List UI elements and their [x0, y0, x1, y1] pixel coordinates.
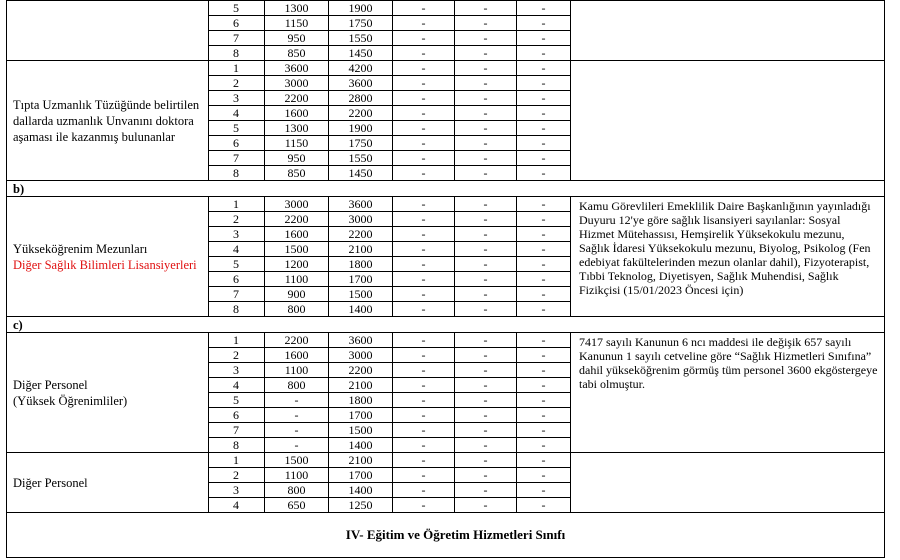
- dash-cell: -: [393, 76, 455, 91]
- dash-cell: -: [455, 378, 517, 393]
- value-cell: -: [265, 408, 329, 423]
- value-cell: 1200: [265, 257, 329, 272]
- dash-cell: -: [455, 91, 517, 106]
- dash-cell: -: [455, 31, 517, 46]
- dash-cell: -: [455, 1, 517, 16]
- value-cell: 1150: [265, 16, 329, 31]
- dash-cell: -: [393, 468, 455, 483]
- dash-cell: -: [393, 333, 455, 348]
- value-cell: 800: [265, 302, 329, 317]
- dash-cell: -: [393, 106, 455, 121]
- footer-row: [7, 513, 885, 558]
- dash-cell: -: [517, 348, 571, 363]
- dash-cell: -: [517, 46, 571, 61]
- dash-cell: -: [393, 121, 455, 136]
- dash-cell: -: [393, 46, 455, 61]
- value-cell: 2100: [329, 242, 393, 257]
- group-label-red-text: Diğer Sağlık Bilimleri Lisansiyerleri: [13, 257, 197, 272]
- table-row: [7, 333, 885, 348]
- degree-cell: 2: [209, 468, 265, 483]
- dash-cell: -: [393, 212, 455, 227]
- degree-cell: 1: [209, 333, 265, 348]
- degree-cell: 5: [209, 393, 265, 408]
- dash-cell: -: [393, 227, 455, 242]
- group-label-text: Diğer Personel: [13, 377, 88, 392]
- degree-cell: 2: [209, 212, 265, 227]
- degree-cell: 8: [209, 438, 265, 453]
- value-cell: 1600: [265, 227, 329, 242]
- dash-cell: -: [455, 61, 517, 76]
- dash-cell: -: [517, 16, 571, 31]
- value-cell: 1450: [329, 46, 393, 61]
- value-cell: 1100: [265, 272, 329, 287]
- dash-cell: -: [517, 242, 571, 257]
- dash-cell: -: [517, 408, 571, 423]
- degree-cell: 6: [209, 136, 265, 151]
- value-cell: 1600: [265, 348, 329, 363]
- dash-cell: -: [455, 333, 517, 348]
- group-label: [7, 333, 209, 453]
- dash-cell: -: [455, 76, 517, 91]
- value-cell: 800: [265, 483, 329, 498]
- value-cell: 3600: [329, 197, 393, 212]
- dash-cell: -: [517, 136, 571, 151]
- dash-cell: -: [393, 197, 455, 212]
- indicator-table: [6, 0, 885, 558]
- dash-cell: -: [455, 106, 517, 121]
- group-note: [571, 61, 885, 181]
- dash-cell: -: [393, 423, 455, 438]
- value-cell: 1150: [265, 136, 329, 151]
- dash-cell: -: [393, 348, 455, 363]
- degree-cell: 5: [209, 1, 265, 16]
- value-cell: -: [265, 438, 329, 453]
- dash-cell: -: [517, 438, 571, 453]
- value-cell: 3600: [265, 61, 329, 76]
- value-cell: 1750: [329, 136, 393, 151]
- value-cell: 1400: [329, 483, 393, 498]
- value-cell: 3600: [329, 76, 393, 91]
- value-cell: 2100: [329, 378, 393, 393]
- dash-cell: -: [455, 498, 517, 513]
- dash-cell: -: [393, 363, 455, 378]
- value-cell: 650: [265, 498, 329, 513]
- dash-cell: -: [455, 242, 517, 257]
- dash-cell: -: [517, 468, 571, 483]
- degree-cell: 6: [209, 16, 265, 31]
- value-cell: 850: [265, 46, 329, 61]
- value-cell: -: [265, 393, 329, 408]
- dash-cell: -: [455, 408, 517, 423]
- dash-cell: -: [393, 272, 455, 287]
- value-cell: 950: [265, 151, 329, 166]
- value-cell: 2800: [329, 91, 393, 106]
- dash-cell: -: [455, 438, 517, 453]
- degree-cell: 1: [209, 61, 265, 76]
- degree-cell: 4: [209, 378, 265, 393]
- degree-cell: 6: [209, 408, 265, 423]
- value-cell: 3000: [265, 197, 329, 212]
- dash-cell: -: [393, 91, 455, 106]
- dash-cell: -: [393, 438, 455, 453]
- dash-cell: -: [393, 31, 455, 46]
- dash-cell: -: [517, 453, 571, 468]
- dash-cell: -: [517, 272, 571, 287]
- value-cell: 800: [265, 378, 329, 393]
- dash-cell: -: [455, 393, 517, 408]
- value-cell: 2200: [265, 333, 329, 348]
- value-cell: 1500: [329, 423, 393, 438]
- dash-cell: -: [455, 257, 517, 272]
- value-cell: 1300: [265, 121, 329, 136]
- dash-cell: -: [393, 16, 455, 31]
- degree-cell: 3: [209, 227, 265, 242]
- dash-cell: -: [455, 136, 517, 151]
- group-label: [7, 1, 209, 61]
- dash-cell: -: [393, 498, 455, 513]
- dash-cell: -: [517, 302, 571, 317]
- degree-cell: 8: [209, 302, 265, 317]
- degree-cell: 3: [209, 91, 265, 106]
- group-label-text: Yükseköğrenim Mezunları: [13, 241, 148, 256]
- value-cell: 2200: [329, 363, 393, 378]
- group-note: Kamu Görevlileri Emeklilik Daire Başkanlığının yayınladığı Duyuru 12'ye göre sağlık lisansiyeri sayılanlar: Sosyal Hizmet Mütehassısı, Hemşirelik Yüksekokulu mezunu, Sağlık İdaresi Yüksekokulu mezunu, Biyolog, Psikolog (Fen edebiyat fakültelerinden mezun olanlar dahil), Fizyoterapist, Tıbbi Teknolog, Diyetisyen, Sağlık Muhendisi, Sağlık Fizikçisi (15/01/2023 Öncesi için): [571, 197, 885, 317]
- section-letter: c): [7, 317, 885, 333]
- table-row: [7, 197, 885, 212]
- dash-cell: -: [517, 498, 571, 513]
- degree-cell: 7: [209, 287, 265, 302]
- dash-cell: -: [517, 333, 571, 348]
- value-cell: 2200: [265, 212, 329, 227]
- value-cell: 900: [265, 287, 329, 302]
- group-note: [571, 453, 885, 513]
- table-body: [7, 1, 885, 558]
- dash-cell: -: [455, 302, 517, 317]
- value-cell: -: [265, 423, 329, 438]
- value-cell: 1500: [265, 453, 329, 468]
- value-cell: 1900: [329, 121, 393, 136]
- dash-cell: -: [455, 166, 517, 181]
- value-cell: 1250: [329, 498, 393, 513]
- value-cell: 1700: [329, 408, 393, 423]
- value-cell: 1750: [329, 16, 393, 31]
- group-label-text: Tıpta Uzmanlık Tüzüğünde belirtilen dallarda uzmanlık Unvanını doktora aşaması ile kazanmış bulunanlar: [13, 97, 200, 144]
- value-cell: 950: [265, 31, 329, 46]
- dash-cell: -: [393, 1, 455, 16]
- dash-cell: -: [455, 348, 517, 363]
- degree-cell: 5: [209, 121, 265, 136]
- value-cell: 850: [265, 166, 329, 181]
- dash-cell: -: [455, 363, 517, 378]
- dash-cell: -: [393, 151, 455, 166]
- degree-cell: 3: [209, 483, 265, 498]
- group-note: [571, 1, 885, 61]
- dash-cell: -: [455, 227, 517, 242]
- dash-cell: -: [517, 393, 571, 408]
- degree-cell: 2: [209, 76, 265, 91]
- dash-cell: -: [455, 468, 517, 483]
- dash-cell: -: [393, 242, 455, 257]
- value-cell: 1700: [329, 272, 393, 287]
- value-cell: 1550: [329, 31, 393, 46]
- dash-cell: -: [517, 61, 571, 76]
- degree-cell: 2: [209, 348, 265, 363]
- dash-cell: -: [393, 136, 455, 151]
- dash-cell: -: [393, 483, 455, 498]
- dash-cell: -: [393, 257, 455, 272]
- dash-cell: -: [393, 166, 455, 181]
- value-cell: 2200: [329, 106, 393, 121]
- value-cell: 1500: [329, 287, 393, 302]
- dash-cell: -: [517, 227, 571, 242]
- footer-title: IV- Eğitim ve Öğretim Hizmetleri Sınıfı: [7, 513, 885, 558]
- dash-cell: -: [517, 287, 571, 302]
- table-row: [7, 453, 885, 468]
- dash-cell: -: [455, 121, 517, 136]
- dash-cell: -: [393, 393, 455, 408]
- dash-cell: -: [517, 423, 571, 438]
- group-label: [7, 61, 209, 181]
- value-cell: 2200: [265, 91, 329, 106]
- dash-cell: -: [517, 76, 571, 91]
- value-cell: 2200: [329, 227, 393, 242]
- dash-cell: -: [455, 212, 517, 227]
- dash-cell: -: [517, 106, 571, 121]
- value-cell: 1400: [329, 302, 393, 317]
- dash-cell: -: [455, 272, 517, 287]
- value-cell: 3000: [329, 212, 393, 227]
- value-cell: 1800: [329, 257, 393, 272]
- dash-cell: -: [455, 16, 517, 31]
- degree-cell: 4: [209, 106, 265, 121]
- value-cell: 3600: [329, 333, 393, 348]
- value-cell: 1500: [265, 242, 329, 257]
- dash-cell: -: [517, 121, 571, 136]
- value-cell: 1100: [265, 468, 329, 483]
- dash-cell: -: [517, 1, 571, 16]
- dash-cell: -: [455, 46, 517, 61]
- value-cell: 3000: [265, 76, 329, 91]
- value-cell: 1100: [265, 363, 329, 378]
- dash-cell: -: [455, 197, 517, 212]
- value-cell: 1700: [329, 468, 393, 483]
- value-cell: 2100: [329, 453, 393, 468]
- table-row: [7, 1, 885, 16]
- dash-cell: -: [517, 212, 571, 227]
- dash-cell: -: [517, 363, 571, 378]
- section-row: [7, 181, 885, 197]
- value-cell: 4200: [329, 61, 393, 76]
- degree-cell: 1: [209, 453, 265, 468]
- degree-cell: 5: [209, 257, 265, 272]
- value-cell: 1550: [329, 151, 393, 166]
- value-cell: 1900: [329, 1, 393, 16]
- dash-cell: -: [455, 151, 517, 166]
- degree-cell: 8: [209, 166, 265, 181]
- dash-cell: -: [517, 483, 571, 498]
- group-label-text: (Yüksek Öğrenimliler): [13, 393, 128, 408]
- dash-cell: -: [517, 378, 571, 393]
- degree-cell: 4: [209, 498, 265, 513]
- degree-cell: 4: [209, 242, 265, 257]
- dash-cell: -: [517, 257, 571, 272]
- value-cell: 1450: [329, 166, 393, 181]
- group-label: [7, 197, 209, 317]
- value-cell: 1400: [329, 438, 393, 453]
- group-note: 7417 sayılı Kanunun 6 ncı maddesi ile değişik 657 sayılı Kanunun 1 sayılı cetveline göre “Sağlık Hizmetleri Sınıfına” dahil yükseköğrenim görmüş tüm personel 3600 ekgöstergeye tabi olmuştur.: [571, 333, 885, 453]
- dash-cell: -: [455, 483, 517, 498]
- dash-cell: -: [393, 453, 455, 468]
- dash-cell: -: [393, 61, 455, 76]
- group-label: [7, 453, 209, 513]
- dash-cell: -: [455, 287, 517, 302]
- dash-cell: -: [517, 166, 571, 181]
- dash-cell: -: [393, 287, 455, 302]
- degree-cell: 7: [209, 31, 265, 46]
- dash-cell: -: [393, 378, 455, 393]
- table-row: [7, 61, 885, 76]
- value-cell: 1300: [265, 1, 329, 16]
- degree-cell: 7: [209, 151, 265, 166]
- degree-cell: 6: [209, 272, 265, 287]
- section-letter: b): [7, 181, 885, 197]
- degree-cell: 7: [209, 423, 265, 438]
- degree-cell: 1: [209, 197, 265, 212]
- group-label-text: Diğer Personel: [13, 475, 88, 490]
- value-cell: 1800: [329, 393, 393, 408]
- value-cell: 1600: [265, 106, 329, 121]
- dash-cell: -: [517, 151, 571, 166]
- dash-cell: -: [517, 197, 571, 212]
- degree-cell: 8: [209, 46, 265, 61]
- section-row: [7, 317, 885, 333]
- dash-cell: -: [517, 91, 571, 106]
- dash-cell: -: [393, 408, 455, 423]
- value-cell: 3000: [329, 348, 393, 363]
- dash-cell: -: [517, 31, 571, 46]
- degree-cell: 3: [209, 363, 265, 378]
- dash-cell: -: [455, 423, 517, 438]
- dash-cell: -: [455, 453, 517, 468]
- dash-cell: -: [393, 302, 455, 317]
